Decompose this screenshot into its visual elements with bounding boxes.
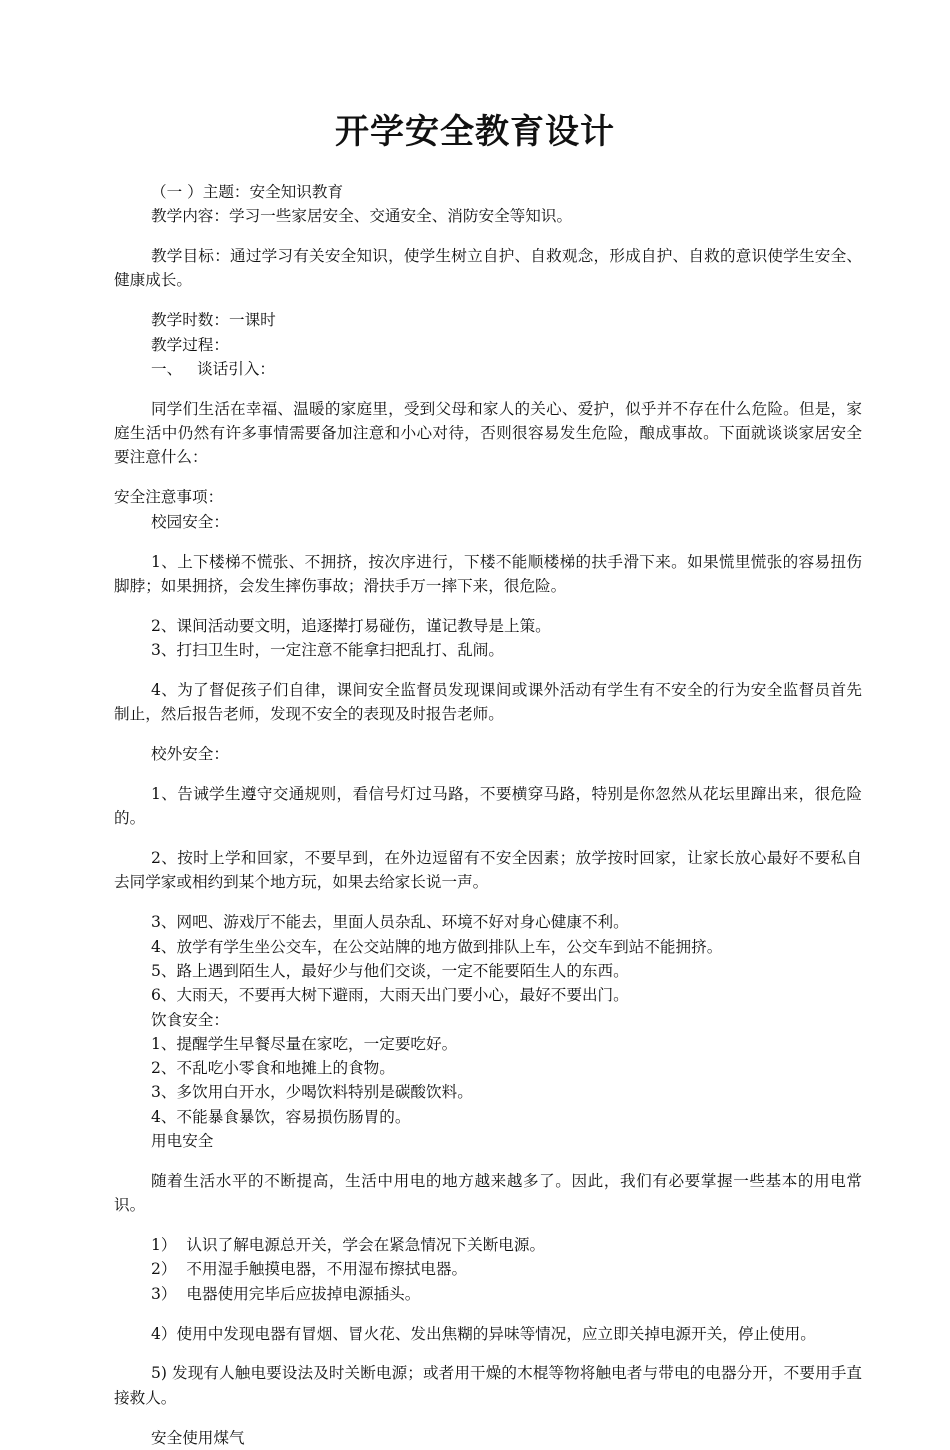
- paragraph: （一 ）主题：安全知识教育: [151, 183, 344, 201]
- list-item: 2、课间活动要文明，追逐撵打易碰伤，谨记教导是上策。: [151, 616, 551, 635]
- list-item: 3、网吧、游戏厅不能去，里面人员杂乱、环境不好对身心健康不利。: [151, 913, 629, 932]
- list-item: 3） 电器使用完毕后应拔掉电源插头。: [151, 1284, 421, 1303]
- paragraph: 随着生活水平的不断提高，生活中用电的地方越来越多了。因此，我们有必要掌握一些基本的用电常识。: [114, 1171, 862, 1215]
- document-body: [114, 180, 862, 1450]
- paragraph: 教学内容：学习一些家居安全、交通安全、消防安全等知识。: [151, 207, 573, 226]
- paragraph: 教学目标：通过学习有关安全知识，使学生树立自护、自救观念，形成自护、自救的意识使学生安全、健康成长。: [114, 247, 862, 290]
- list-item: 1、告诫学生遵守交通规则，看信号灯过马路，不要横穿马路，特别是你忽然从花坛里蹿出来，很危险的。: [114, 784, 862, 828]
- paragraph: 教学时数：一课时: [151, 311, 276, 330]
- section-heading: 校园安全：: [151, 512, 229, 531]
- list-item: 1、上下楼梯不慌张、不拥挤，按次序进行，下楼不能顺楼梯的扶手滑下来。如果慌里慌张的容易扭伤脚脖；如果拥挤，会发生摔伤事故；滑扶手万一摔下来，很危险。: [114, 552, 862, 595]
- document-title: 开学安全教育设计: [335, 112, 615, 152]
- section-heading: 安全使用煤气: [151, 1428, 245, 1447]
- section-heading: 用电安全: [151, 1132, 214, 1151]
- section-heading: 饮食安全：: [151, 1010, 229, 1029]
- list-item: 4、为了督促孩子们自律，课间安全监督员发现课间或课外活动有学生有不安全的行为安全监督员首先制止，然后报告老师，发现不安全的表现及时报告老师。: [114, 680, 862, 724]
- list-item: 1） 认识了解电源总开关，学会在紧急情况下关断电源。: [151, 1236, 546, 1255]
- list-item: 3、多饮用白开水，少喝饮料特别是碳酸饮料。: [151, 1083, 473, 1102]
- list-item: 3、打扫卫生时，一定注意不能拿扫把乱打、乱闹。: [151, 641, 504, 660]
- section-heading: 校外安全：: [151, 745, 229, 764]
- paragraph: 教学过程：: [151, 335, 229, 354]
- list-item: 6、大雨天，不要再大树下避雨，大雨天出门要小心，最好不要出门。: [151, 986, 629, 1005]
- list-item: 5、路上遇到陌生人，最好少与他们交谈，一定不能要陌生人的东西。: [151, 961, 629, 980]
- list-item: 1、提醒学生早餐尽量在家吃，一定要吃好。: [151, 1034, 458, 1053]
- list-item: 2、按时上学和回家，不要早到，在外边逗留有不安全因素；放学按时回家，让家长放心最好不要私自去同学家或相约到某个地方玩，如果去给家长说一声。: [114, 849, 862, 892]
- list-item: 4、放学有学生坐公交车，在公交站牌的地方做到排队上车，公交车到站不能拥挤。: [151, 937, 723, 956]
- list-item: 4、不能暴食暴饮，容易损伤肠胃的。: [151, 1107, 411, 1126]
- list-item: 4）使用中发现电器有冒烟、冒火花、发出焦糊的异味等情况，应立即关掉电源开关，停止使用。: [151, 1324, 816, 1343]
- paragraph: 同学们生活在幸福、温暖的家庭里，受到父母和家人的关心、爱护，似乎并不存在什么危险。但是，家庭生活中仍然有许多事情需要备加注意和小心对待，否则很容易发生危险，酿成事故。下面就谈谈家居安全要注意什么：: [114, 399, 862, 467]
- paragraph: 一、 谈话引入：: [151, 359, 276, 378]
- list-item: 2） 不用湿手触摸电器，不用湿布擦拭电器。: [151, 1260, 468, 1279]
- section-heading: 安全注意事项：: [114, 488, 224, 507]
- list-item: 5) 发现有人触电要设法及时关断电源；或者用干燥的木棍等物将触电者与带电的电器分开，不要用手直接救人。: [114, 1364, 862, 1407]
- list-item: 2、不乱吃小零食和地摊上的食物。: [151, 1059, 395, 1078]
